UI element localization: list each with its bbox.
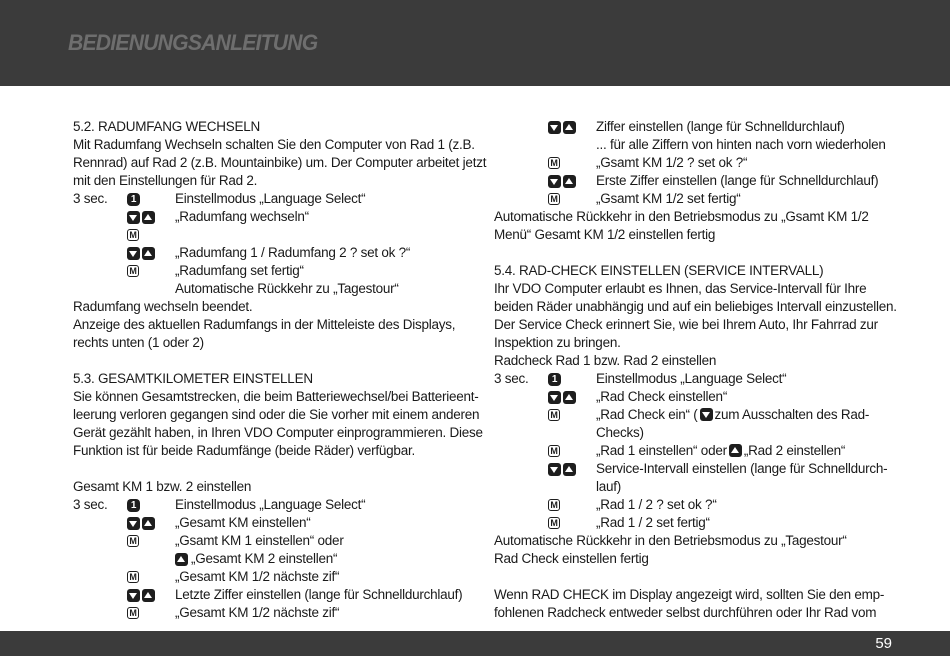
up-arrow-icon <box>142 589 155 602</box>
text-line: rechts unten (1 oder 2) <box>73 335 204 350</box>
down-arrow-icon <box>548 121 561 134</box>
up-arrow-icon <box>142 517 155 530</box>
down-arrow-icon <box>700 408 713 421</box>
text-line: Wenn RAD CHECK im Display angezeigt wird, sollten Sie den emp- <box>494 587 885 602</box>
step-text: Automatische Rückkehr zu „Tagestour“ <box>175 281 399 296</box>
text-line: Rad Check einstellen fertig <box>494 551 649 566</box>
step-text: „Gesamt KM einstellen“ <box>175 515 311 530</box>
step-text: „Radumfang wechseln“ <box>175 209 309 224</box>
step-text: Service-Intervall einstellen (lange für Schnelldurch- <box>596 461 888 476</box>
hold-duration: 3 sec. <box>73 191 108 206</box>
text-line: Sie können Gesamtstrecken, die beim Batteriewechsel/bei Batterieent- <box>73 389 479 404</box>
up-arrow-icon <box>563 121 576 134</box>
down-arrow-icon <box>548 175 561 188</box>
step-text: „Gsamt KM 1 einstellen“ oder <box>175 533 344 548</box>
mode-button-icon: M <box>548 517 560 529</box>
step-text <box>596 406 869 424</box>
text-line: Menü“ Gesamt KM 1/2 einstellen fertig <box>494 227 716 242</box>
step-row <box>494 496 894 514</box>
text-line: Funktion ist für beide Radumfänge (beide Räder) verfügbar. <box>73 443 415 458</box>
down-arrow-icon <box>127 247 140 260</box>
step-text: Einstellmodus „Language Select“ <box>175 191 366 206</box>
text-line: Automatische Rückkehr in den Betriebsmodus zu „Gsamt KM 1/2 <box>494 209 869 224</box>
step-row <box>73 244 473 262</box>
step-row <box>73 226 473 244</box>
text-line: Ihr VDO Computer erlaubt es Ihnen, das Service-Intervall für Ihre <box>494 281 867 296</box>
left-column <box>73 118 487 622</box>
up-arrow-icon <box>563 175 576 188</box>
section-heading: 5.3. GESAMTKILOMETER EINSTELLEN <box>73 371 313 386</box>
step-row <box>494 190 894 208</box>
step-text: „Rad Check einstellen“ <box>596 389 728 404</box>
up-arrow-icon <box>729 444 742 457</box>
step-text: „Rad 1 / 2 ? set ok ?“ <box>596 497 717 512</box>
step-row <box>73 514 473 532</box>
step-row <box>73 604 473 622</box>
step-row <box>494 172 894 190</box>
step-text-part: „Rad Check ein“ ( <box>596 407 698 422</box>
button-1-icon: 1 <box>548 373 561 386</box>
text-line: Mit Radumfang Wechseln schalten Sie den Computer von Rad 1 (z.B. <box>73 137 475 152</box>
step-row <box>73 532 473 550</box>
text-line: Inspektion zu bringen. <box>494 335 621 350</box>
right-column <box>494 118 897 622</box>
down-arrow-icon <box>548 463 561 476</box>
down-arrow-icon <box>127 517 140 530</box>
up-arrow-icon <box>142 211 155 224</box>
text-line: fohlenen Radcheck entweder selbst durchführen oder Ihr Rad vom <box>494 605 877 620</box>
step-text: Erste Ziffer einstellen (lange für Schnelldurchlauf) <box>596 173 879 188</box>
step-row <box>494 478 894 496</box>
mode-button-icon: M <box>548 499 560 511</box>
hold-duration: 3 sec. <box>73 497 108 512</box>
step-text: Einstellmodus „Language Select“ <box>596 371 787 386</box>
step-text <box>596 442 845 460</box>
text-line: Radumfang wechseln beendet. <box>73 299 253 314</box>
step-text-part: zum Ausschalten des Rad- <box>714 407 870 422</box>
page-footer <box>0 631 950 656</box>
step-text: Ziffer einstellen (lange für Schnelldurchlauf) <box>596 119 845 134</box>
text-line: Gerät gezählt haben, in Ihren VDO Computer einprogrammieren. Diese <box>73 425 483 440</box>
mode-button-icon: M <box>127 229 139 241</box>
step-row <box>494 370 894 388</box>
mode-button-icon: M <box>127 265 139 277</box>
step-row <box>73 262 473 280</box>
mode-button-icon: M <box>548 193 560 205</box>
step-row <box>494 514 894 532</box>
up-arrow-icon <box>142 247 155 260</box>
text-line: Automatische Rückkehr in den Betriebsmodus zu „Tagestour“ <box>494 533 847 548</box>
step-row <box>73 190 473 208</box>
manual-title: BEDIENUNGSANLEITUNG <box>68 30 318 55</box>
step-row <box>494 136 894 154</box>
step-text: „Gesamt KM 1/2 nächste zif“ <box>175 569 340 584</box>
step-row <box>73 568 473 586</box>
step-row <box>494 154 894 172</box>
step-text: „Radumfang set fertig“ <box>175 263 304 278</box>
step-row <box>494 460 894 478</box>
step-row <box>494 118 894 136</box>
up-arrow-icon <box>563 391 576 404</box>
subheading: Gesamt KM 1 bzw. 2 einstellen <box>73 479 252 494</box>
step-row <box>494 388 894 406</box>
section-heading: 5.2. RADUMFANG WECHSELN <box>73 119 261 134</box>
button-1-icon: 1 <box>127 193 140 206</box>
step-text: „Gesamt KM 2 einstellen“ <box>191 551 338 566</box>
page-number: 59 <box>875 635 892 652</box>
step-text: „Gesamt KM 1/2 nächste zif“ <box>175 605 340 620</box>
step-row <box>494 406 894 424</box>
step-text-part: „Rad 1 einstellen“ oder <box>596 443 727 458</box>
hold-duration: 3 sec. <box>494 371 529 386</box>
subheading: Radcheck Rad 1 bzw. Rad 2 einstellen <box>494 353 717 368</box>
step-row <box>494 424 894 442</box>
text-line: leerung verloren gegangen sind oder die Sie vorher mit einem anderen <box>73 407 480 422</box>
up-arrow-icon <box>563 463 576 476</box>
step-text: Letzte Ziffer einstellen (lange für Schnelldurchlauf) <box>175 587 463 602</box>
down-arrow-icon <box>548 391 561 404</box>
mode-button-icon: M <box>127 535 139 547</box>
section-heading: 5.4. RAD-CHECK EINSTELLEN (SERVICE INTERVALL) <box>494 263 824 278</box>
mode-button-icon: M <box>548 157 560 169</box>
step-row <box>73 496 473 514</box>
step-row <box>73 280 473 298</box>
step-text: „Gsamt KM 1/2 ? set ok ?“ <box>596 155 748 170</box>
page-header <box>0 0 950 86</box>
mode-button-icon: M <box>548 409 560 421</box>
step-row <box>73 550 473 568</box>
step-text: Einstellmodus „Language Select“ <box>175 497 366 512</box>
step-text: „Rad 1 / 2 set fertig“ <box>596 515 710 530</box>
step-text: „Gsamt KM 1/2 set fertig“ <box>596 191 741 206</box>
down-arrow-icon <box>127 211 140 224</box>
step-text: ... für alle Ziffern von hinten nach vorn wiederholen <box>596 137 886 152</box>
step-row <box>494 442 894 460</box>
mode-button-icon: M <box>548 445 560 457</box>
step-text: Checks) <box>596 425 644 440</box>
step-text: lauf) <box>596 479 622 494</box>
text-line: Anzeige des aktuellen Radumfangs in der Mitteleiste des Displays, <box>73 317 456 332</box>
step-text: „Radumfang 1 / Radumfang 2 ? set ok ?“ <box>175 245 411 260</box>
button-1-icon: 1 <box>127 499 140 512</box>
up-arrow-icon <box>175 553 188 566</box>
mode-button-icon: M <box>127 607 139 619</box>
step-row <box>73 586 473 604</box>
step-row <box>73 208 473 226</box>
text-line: Rennrad) auf Rad 2 (z.B. Mountainbike) um. Der Computer arbeitet jetzt <box>73 155 487 170</box>
down-arrow-icon <box>127 589 140 602</box>
text-line: beiden Räder unabhängig und auf ein beliebiges Intervall einzustellen. <box>494 299 897 314</box>
text-line: Der Service Check erinnert Sie, wie bei Ihrem Auto, Ihr Fahrrad zur <box>494 317 878 332</box>
text-line: mit den Einstellungen für Rad 2. <box>73 173 258 188</box>
step-text-part: „Rad 2 einstellen“ <box>743 443 846 458</box>
mode-button-icon: M <box>127 571 139 583</box>
